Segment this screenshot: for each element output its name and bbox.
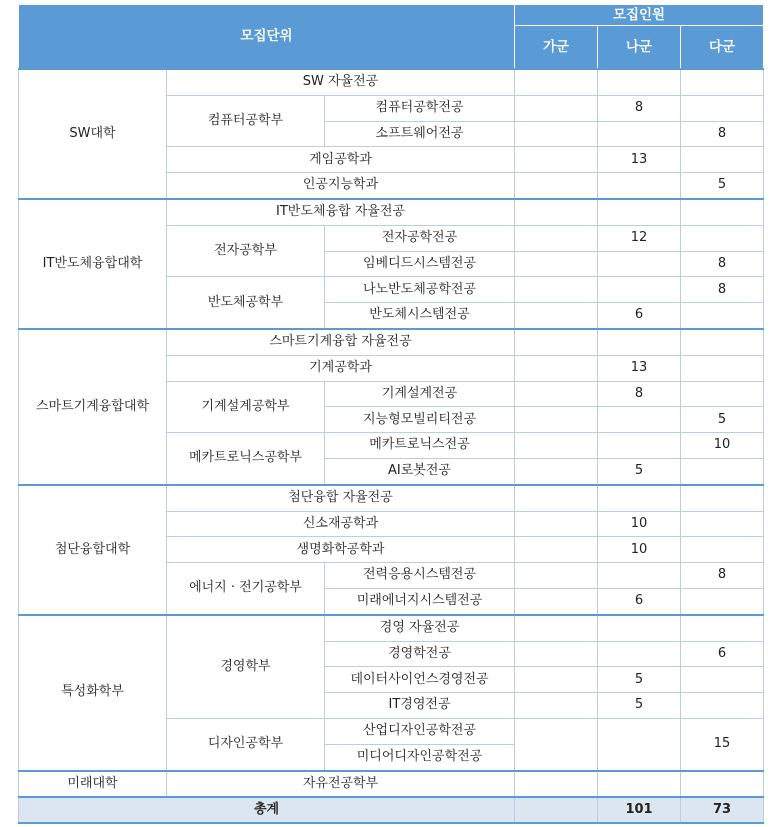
major-cell: 반도체시스템전공 (325, 303, 515, 329)
ga-cell (515, 355, 598, 381)
da-cell: 15 (681, 718, 764, 770)
ga-cell (515, 251, 598, 277)
na-cell (598, 407, 681, 433)
dept-cell: SW 자율전공 (167, 69, 515, 95)
ga-cell (515, 407, 598, 433)
da-cell: 8 (681, 563, 764, 589)
da-cell (681, 511, 764, 537)
da-cell (681, 147, 764, 173)
na-cell: 13 (598, 355, 681, 381)
table-row (19, 485, 764, 511)
na-cell (598, 329, 681, 355)
table-row (19, 69, 764, 95)
da-cell: 5 (681, 173, 764, 199)
na-cell: 6 (598, 588, 681, 614)
da-cell (681, 303, 764, 329)
na-cell (598, 69, 681, 95)
dept-cell: 디자인공학부 (167, 718, 325, 770)
header-quota: 모집인원 (515, 5, 764, 26)
ga-cell (515, 588, 598, 614)
ga-cell (515, 537, 598, 563)
major-cell: 데이터사이언스경영전공 (325, 667, 515, 693)
na-cell: 13 (598, 147, 681, 173)
da-cell: 6 (681, 641, 764, 667)
ga-cell (515, 511, 598, 537)
dept-cell: 첨단융합 자율전공 (167, 485, 515, 511)
major-cell: 미디어디자인공학전공 (325, 744, 515, 770)
da-cell (681, 355, 764, 381)
na-cell: 5 (598, 667, 681, 693)
college-cell: IT반도체융합대학 (19, 199, 167, 329)
major-cell: 나노반도체공학전공 (325, 277, 515, 303)
college-cell: 스마트기계융합대학 (19, 329, 167, 485)
ga-cell (515, 433, 598, 459)
dept-cell: 기계공학과 (167, 355, 515, 381)
major-cell: 미래에너지시스템전공 (325, 588, 515, 614)
ga-cell (515, 147, 598, 173)
na-cell (598, 718, 681, 770)
total-da: 73 (681, 797, 764, 823)
ga-cell (515, 329, 598, 355)
ga-cell (515, 693, 598, 719)
total-row (19, 797, 764, 823)
ga-cell (515, 667, 598, 693)
major-cell: 전자공학전공 (325, 225, 515, 251)
na-cell: 8 (598, 381, 681, 407)
da-cell (681, 199, 764, 225)
da-cell: 8 (681, 121, 764, 147)
dept-cell: 스마트기계융합 자율전공 (167, 329, 515, 355)
ga-cell (515, 95, 598, 121)
da-cell (681, 588, 764, 614)
na-cell (598, 641, 681, 667)
header-group-na: 나군 (598, 26, 681, 70)
da-cell: 8 (681, 277, 764, 303)
ga-cell (515, 718, 598, 770)
ga-cell (515, 225, 598, 251)
ga-cell (515, 303, 598, 329)
table-row (19, 329, 764, 355)
total-label: 총계 (19, 797, 515, 823)
dept-cell: 기계설계공학부 (167, 381, 325, 433)
total-ga (515, 797, 598, 823)
major-cell: 전력응용시스템전공 (325, 563, 515, 589)
major-cell: 메카트로닉스전공 (325, 433, 515, 459)
na-cell (598, 485, 681, 511)
ga-cell (515, 173, 598, 199)
header-group-da: 다군 (681, 26, 764, 70)
major-cell: 컴퓨터공학전공 (325, 95, 515, 121)
da-cell (681, 329, 764, 355)
dept-cell: 게임공학과 (167, 147, 515, 173)
table-row (19, 615, 764, 641)
header-unit: 모집단위 (19, 5, 515, 70)
dept-cell: 자유전공학부 (167, 771, 515, 798)
college-cell: 첨단융합대학 (19, 485, 167, 615)
dept-cell: 전자공학부 (167, 225, 325, 277)
major-cell: IT경영전공 (325, 693, 515, 719)
na-cell: 5 (598, 458, 681, 484)
major-cell: 소프트웨어전공 (325, 121, 515, 147)
da-cell (681, 69, 764, 95)
dept-cell: 생명화학공학과 (167, 537, 515, 563)
table-row (19, 199, 764, 225)
da-cell (681, 95, 764, 121)
total-na: 101 (598, 797, 681, 823)
da-cell (681, 771, 764, 798)
admission-quota-table (18, 4, 764, 824)
ga-cell (515, 485, 598, 511)
college-cell: 특성화학부 (19, 615, 167, 771)
major-cell: 기계설계전공 (325, 381, 515, 407)
major-cell: 경영 자율전공 (325, 615, 515, 641)
major-cell: AI로봇전공 (325, 458, 515, 484)
da-cell (681, 458, 764, 484)
major-cell: 산업디자인공학전공 (325, 718, 515, 744)
da-cell (681, 485, 764, 511)
na-cell (598, 277, 681, 303)
ga-cell (515, 121, 598, 147)
na-cell (598, 615, 681, 641)
da-cell (681, 225, 764, 251)
da-cell (681, 381, 764, 407)
da-cell (681, 693, 764, 719)
da-cell (681, 537, 764, 563)
major-cell: 경영학전공 (325, 641, 515, 667)
dept-cell: 컴퓨터공학부 (167, 95, 325, 147)
table-row (19, 771, 764, 798)
da-cell: 5 (681, 407, 764, 433)
ga-cell (515, 615, 598, 641)
da-cell: 8 (681, 251, 764, 277)
na-cell (598, 251, 681, 277)
da-cell (681, 615, 764, 641)
na-cell: 8 (598, 95, 681, 121)
dept-cell: 반도체공학부 (167, 277, 325, 329)
dept-cell: 인공지능학과 (167, 173, 515, 199)
college-cell: SW대학 (19, 69, 167, 199)
na-cell: 10 (598, 511, 681, 537)
ga-cell (515, 277, 598, 303)
na-cell: 10 (598, 537, 681, 563)
na-cell: 12 (598, 225, 681, 251)
na-cell (598, 121, 681, 147)
na-cell (598, 771, 681, 798)
college-cell: 미래대학 (19, 771, 167, 798)
na-cell (598, 433, 681, 459)
na-cell: 6 (598, 303, 681, 329)
na-cell: 5 (598, 693, 681, 719)
ga-cell (515, 69, 598, 95)
dept-cell: IT반도체융합 자율전공 (167, 199, 515, 225)
dept-cell: 메카트로닉스공학부 (167, 433, 325, 485)
na-cell (598, 199, 681, 225)
ga-cell (515, 458, 598, 484)
na-cell (598, 173, 681, 199)
na-cell (598, 563, 681, 589)
major-cell: 임베디드시스템전공 (325, 251, 515, 277)
dept-cell: 경영학부 (167, 615, 325, 719)
dept-cell: 에너지 · 전기공학부 (167, 563, 325, 615)
ga-cell (515, 563, 598, 589)
da-cell (681, 667, 764, 693)
ga-cell (515, 381, 598, 407)
dept-cell: 신소재공학과 (167, 511, 515, 537)
ga-cell (515, 199, 598, 225)
header-group-ga: 가군 (515, 26, 598, 70)
da-cell: 10 (681, 433, 764, 459)
major-cell: 지능형모빌리티전공 (325, 407, 515, 433)
ga-cell (515, 641, 598, 667)
ga-cell (515, 771, 598, 798)
